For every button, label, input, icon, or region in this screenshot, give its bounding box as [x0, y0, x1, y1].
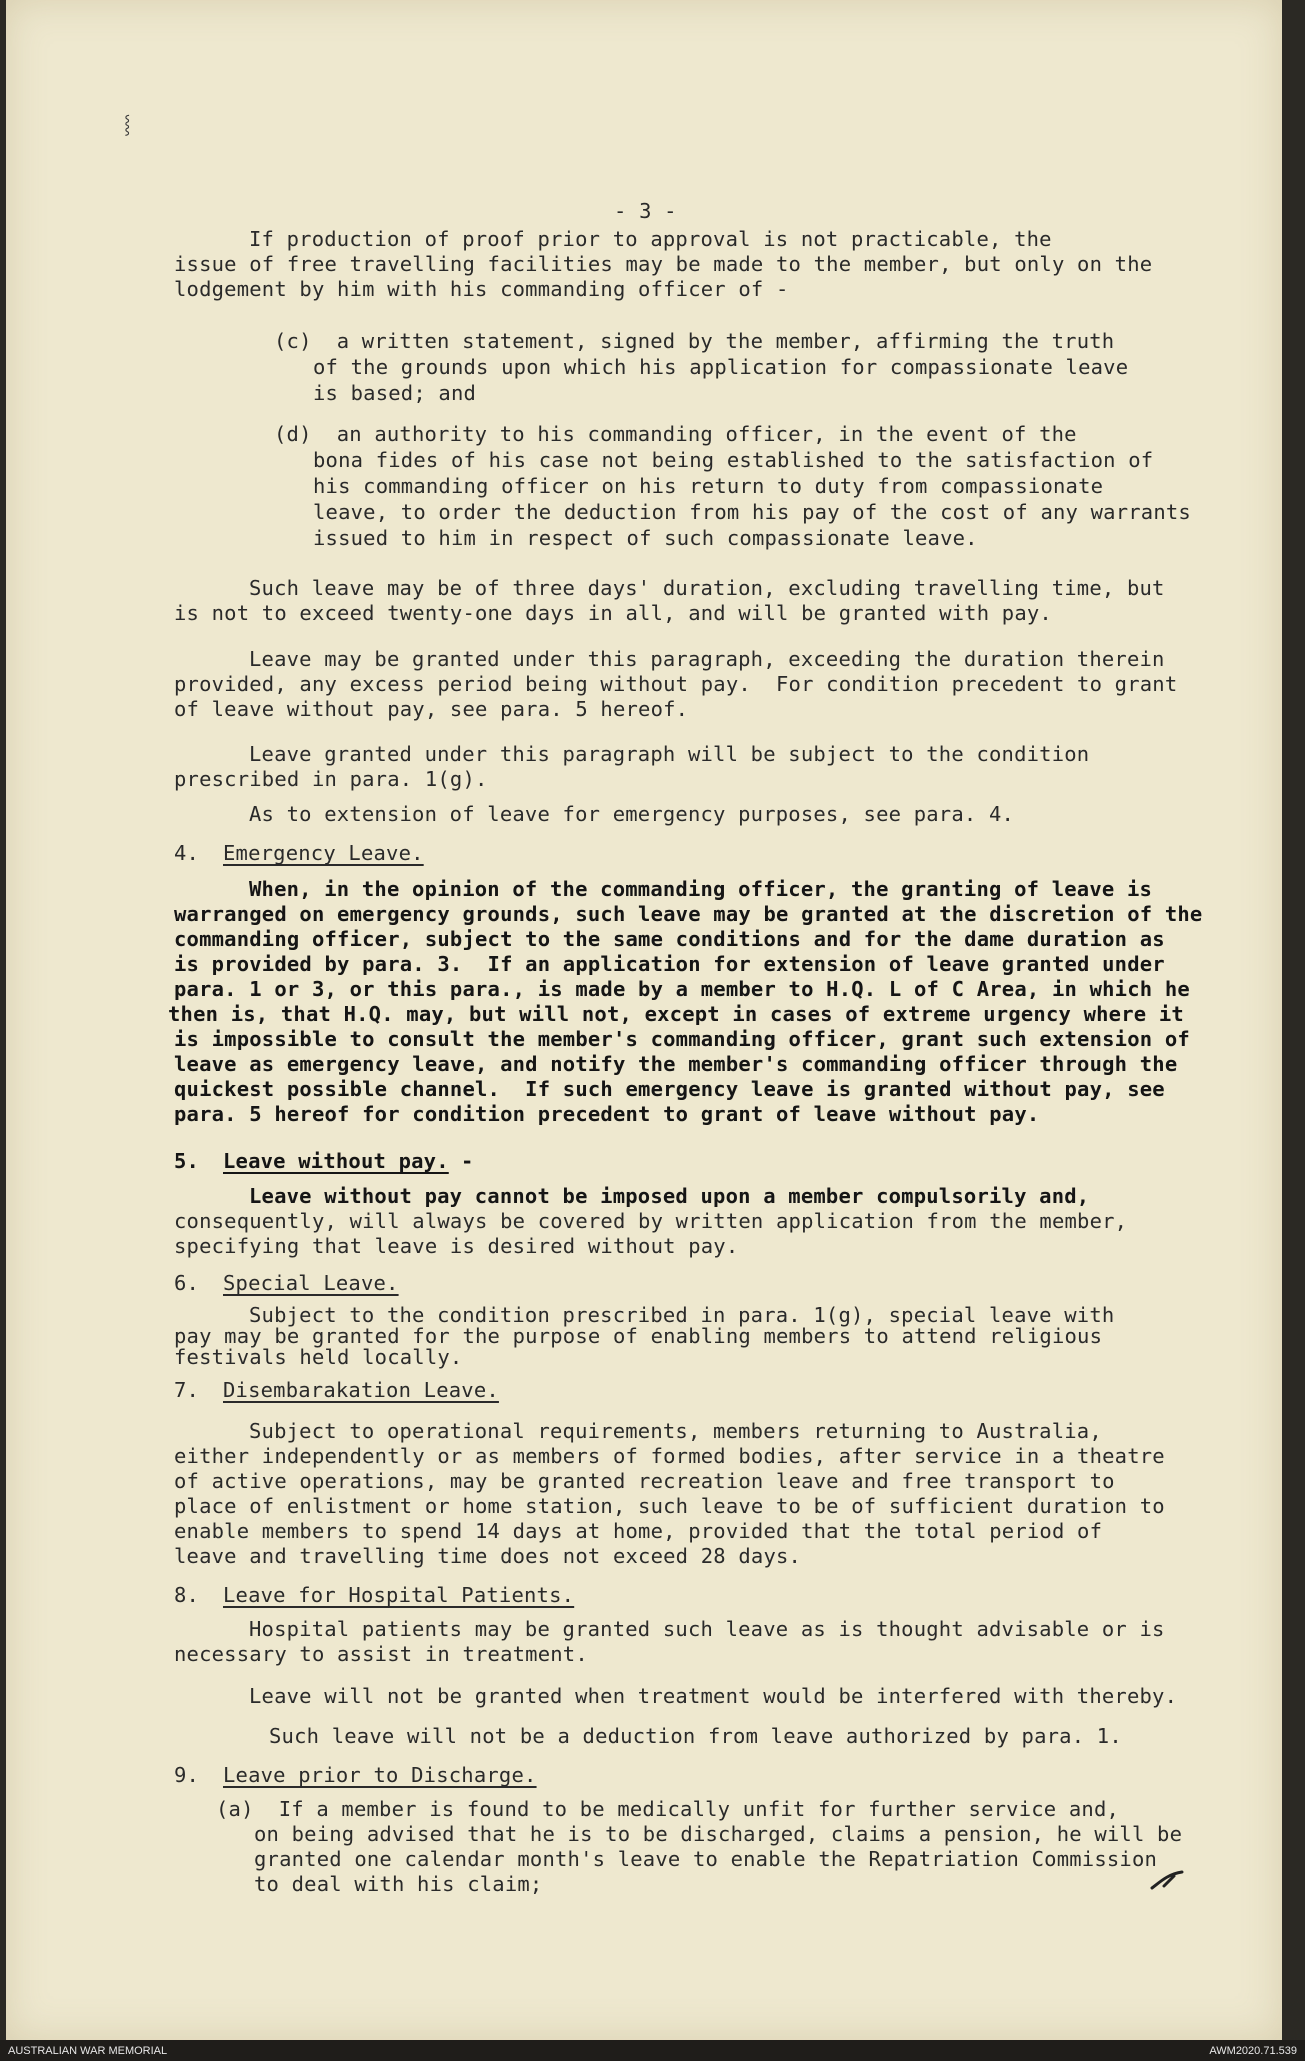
section-7-line-3: of active operations, may be granted recreation leave and free transport to [174, 1469, 1115, 1493]
section-7-number: 7. [174, 1378, 200, 1402]
section-4-line-6: then is, that H.Q. may, but will not, except in cases of extreme urgency where it [168, 1002, 1184, 1026]
footer-left: AUSTRALIAN WAR MEMORIAL [8, 2045, 168, 2057]
section-5-dash: - [461, 1149, 474, 1173]
section-9a-line-4: to deal with his claim; [254, 1872, 543, 1896]
footer-bar [0, 2040, 1305, 2061]
section-4-line-7: is impossible to consult the member's commanding officer, grant such extension of [174, 1027, 1190, 1051]
duration-line-1: Such leave may be of three days' duration, excluding travelling time, but [249, 576, 1165, 600]
section-5-line-2: consequently, will always be covered by written application from the member, [174, 1209, 1128, 1233]
section-9a-line-1: (a) If a member is found to be medically unfit for further service and, [216, 1797, 1120, 1821]
condition-line-2: prescribed in para. 1(g). [174, 767, 488, 791]
section-7-line-4: place of enlistment or home station, such leave to be of sufficient duration to [174, 1494, 1165, 1518]
section-7-title: Disembarakation Leave. [223, 1378, 499, 1402]
item-d-line-2: bona fides of his case not being established to the satisfaction of [313, 448, 1154, 472]
section-4-line-5: para. 1 or 3, or this para., is made by a member to H.Q. L of C Area, in which he [174, 977, 1190, 1001]
excess-line-3: of leave without pay, see para. 5 hereof. [174, 697, 689, 721]
section-4-number: 4. [174, 841, 200, 865]
ink-tick-mark [1148, 1868, 1188, 1892]
section-9a-line-2: on being advised that he is to be discharged, claims a pension, he will be [254, 1822, 1183, 1846]
condition-line-1: Leave granted under this paragraph will be subject to the condition [249, 742, 1090, 766]
excess-line-2: provided, any excess period being without pay. For condition precedent to grant [174, 672, 1178, 696]
section-7-line-2: either independently or as members of formed bodies, after service in a theatre [174, 1444, 1165, 1468]
section-8-para-3: Such leave will not be a deduction from leave authorized by para. 1. [269, 1724, 1122, 1748]
section-8-line-2: necessary to assist in treatment. [174, 1642, 588, 1666]
section-7-line-5: enable members to spend 14 days at home, provided that the total period of [174, 1519, 1103, 1543]
section-5-line-3: specifying that leave is desired without pay. [174, 1234, 739, 1258]
section-5-number: 5. [174, 1149, 200, 1173]
intro-line-2: issue of free travelling facilities may be made to the member, but only on the [174, 252, 1153, 276]
section-8-title: Leave for Hospital Patients. [223, 1583, 575, 1607]
section-6-number: 6. [174, 1271, 200, 1295]
intro-line-3: lodgement by him with his commanding officer of - [174, 277, 789, 301]
section-4-line-9: quickest possible channel. If such emergency leave is granted without pay, see [174, 1077, 1165, 1101]
section-9-title: Leave prior to Discharge. [223, 1763, 537, 1787]
item-d-line-4: leave, to order the deduction from his pay of the cost of any warrants [313, 500, 1191, 524]
section-6-title: Special Leave. [223, 1271, 399, 1295]
section-6-line-1: Subject to the condition prescribed in para. 1(g), special leave with [249, 1303, 1115, 1327]
section-4-line-3: commanding officer, subject to the same conditions and for the dame duration as [174, 927, 1165, 951]
section-4-line-1: When, in the opinion of the commanding officer, the granting of leave is [249, 877, 1153, 901]
section-6-line-3: festivals held locally. [174, 1345, 463, 1369]
section-8-number: 8. [174, 1583, 200, 1607]
intro-line-1: If production of proof prior to approval is not practicable, the [249, 227, 1052, 251]
extension-line: As to extension of leave for emergency purposes, see para. 4. [249, 802, 1015, 826]
page-number: - 3 - [614, 199, 677, 223]
section-4-line-10: para. 5 hereof for condition precedent to grant of leave without pay. [174, 1102, 1040, 1126]
footer-right: AWM2020.71.539 [1209, 2045, 1297, 2057]
item-d-line-1: (d) an authority to his commanding officer, in the event of the [274, 422, 1077, 446]
section-7-line-1: Subject to operational requirements, members returning to Australia, [249, 1419, 1102, 1443]
duration-line-2: is not to exceed twenty-one days in all, and will be granted with pay. [174, 601, 1052, 625]
section-5-line-1: Leave without pay cannot be imposed upon a member compulsorily and, [249, 1184, 1090, 1208]
document-page [6, 0, 1282, 2040]
section-6-line-2: pay may be granted for the purpose of enabling members to attend religious [174, 1324, 1103, 1348]
ink-mark-top: ⸾ [124, 114, 131, 135]
item-d-line-5: issued to him in respect of such compassionate leave. [313, 526, 978, 550]
item-c-line-3: is based; and [313, 381, 477, 405]
section-4-line-4: is provided by para. 3. If an application for extension of leave granted under [174, 952, 1165, 976]
item-c-line-2: of the grounds upon which his application for compassionate leave [313, 355, 1129, 379]
section-4-title: Emergency Leave. [223, 841, 424, 865]
section-4-line-2: warranged on emergency grounds, such leave may be granted at the discretion of the [174, 902, 1203, 926]
section-9a-line-3: granted one calendar month's leave to enable the Repatriation Commission [254, 1847, 1158, 1871]
item-c-line-1: (c) a written statement, signed by the member, affirming the truth [274, 329, 1115, 353]
item-d-line-3: his commanding officer on his return to duty from compassionate [313, 474, 1104, 498]
section-4-line-8: leave as emergency leave, and notify the member's commanding officer through the [174, 1052, 1178, 1076]
excess-line-1: Leave may be granted under this paragraph, exceeding the duration therein [249, 647, 1165, 671]
section-5-title: Leave without pay. [223, 1149, 449, 1173]
section-9-number: 9. [174, 1763, 200, 1787]
section-7-line-6: leave and travelling time does not exceed 28 days. [174, 1544, 802, 1568]
section-8-line-1: Hospital patients may be granted such leave as is thought advisable or is [249, 1617, 1165, 1641]
section-8-para-2: Leave will not be granted when treatment would be interfered with thereby. [249, 1684, 1178, 1708]
